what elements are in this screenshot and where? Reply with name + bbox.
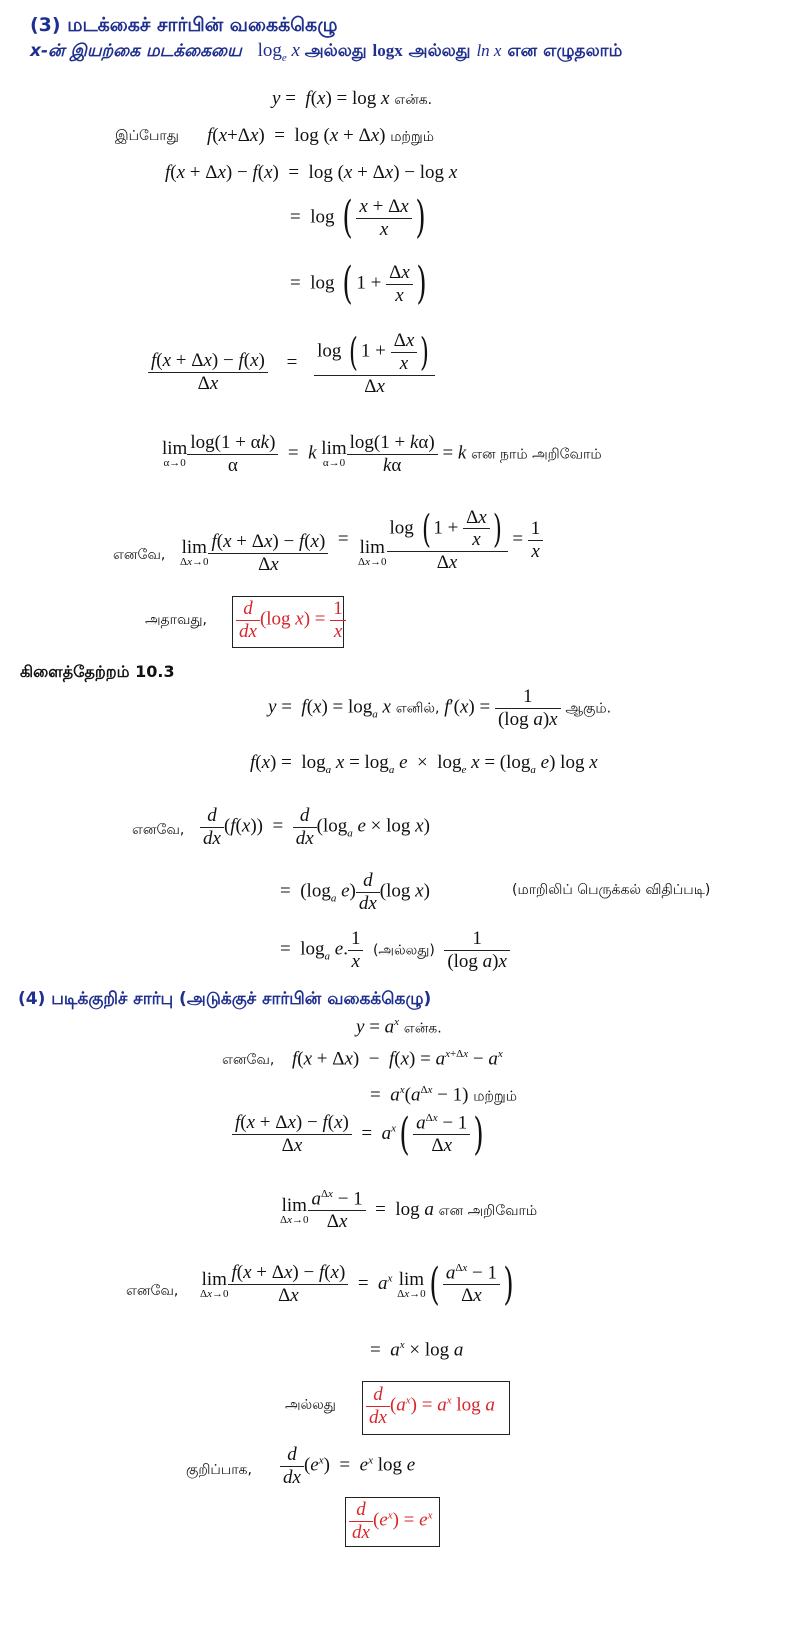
intro-prefix: x-ன் இயற்கை மடக்கையை xyxy=(30,41,242,61)
eq-f-x-plus-dx: f(x+Δx) = log (x + Δx) மற்றும் xyxy=(207,125,434,146)
word-enave-1: எனவே, xyxy=(113,547,166,563)
eq-known-limit: lim α→0 $\frac{\log(1 + \alpha k)}{\alpha}$ = k lim α→0 $\frac{\log(1 + k\alpha)}{k\alpha}$ = k என நாம் அறிவோம் xyxy=(162,432,602,476)
intro-or-1: அல்லது xyxy=(304,41,367,61)
word-ena-naam-arivom: என நாம் அறிவோம் xyxy=(471,446,602,463)
section-4-heading: (4) படிக்குறிச் சார்பு (அடுக்குச் சார்பின் வகைக்கெழு) xyxy=(18,989,432,1009)
eq-constant-rule: = ($\log_a$ e) $\frac{d}{dx}$ (log x) xyxy=(280,870,430,914)
eq-log-derivative: $\frac{d}{dx}$ (log x) = $\frac{1}{x}$ xyxy=(236,598,346,643)
eq-difference-quotient: $\frac{f(x + \Delta x) - f(x)}{\Delta x}$ = log ( 1 + $\frac{\Delta x}{x}$ ) Δx xyxy=(148,330,435,398)
word-marrum-1: மற்றும் xyxy=(390,129,434,145)
eq-exp-definition: $y = a^x$ என்க. xyxy=(356,1016,442,1038)
intro-ln: ln x xyxy=(476,41,502,60)
corollary-heading: கிளைத்தேற்றம் 10.3 xyxy=(20,662,175,681)
word-kurippaga: குறிப்பாக, xyxy=(186,1462,252,1478)
word-allathu: அல்லது xyxy=(285,1397,336,1413)
word-ennga-2: என்க. xyxy=(403,1020,442,1037)
intro-suffix: என எழுதலாம் xyxy=(507,41,623,61)
eq-exp-known-limit: lim Δx→0 $\frac{a^{\Delta x} - 1}{\Delta x}$ = log a என அறிவோம் xyxy=(280,1188,538,1233)
eq-exp-factored: = $a^x(a^{\Delta x} - 1)$ மற்றும் xyxy=(370,1084,517,1106)
intro-x: x xyxy=(291,40,300,61)
word-athavathu: அதாவது, xyxy=(145,612,207,628)
word-enil: எனில், xyxy=(395,700,440,717)
eq-exp-derivative: $\frac{d}{dx}$ $(a^x) = a^x$ log a xyxy=(366,1384,495,1429)
intro-log: log xyxy=(257,40,282,61)
word-enave-2: எனவே, xyxy=(132,822,185,838)
eq-exp-result: = $a^x \times \log a$ xyxy=(370,1339,464,1361)
eq-exp-difference: $f(x + \Delta x) - f(x) = a^{x+\Delta x} - a^x$ xyxy=(292,1048,503,1070)
eq-difference: f(x + Δx) − f(x) = log (x + Δx) − log x xyxy=(165,162,458,183)
eq-corollary-derivative: $\frac{d}{dx}$ (f(x)) = $\frac{d}{dx}$ ($\log_a$ e × log x) xyxy=(200,805,430,850)
eq-change-of-base: $f(x) = \log_a x = \log_a e \times \log_e x = (\log_a$ e) log x xyxy=(250,752,598,776)
word-marrum-2: மற்றும் xyxy=(473,1088,517,1105)
eq-log-ratio: = log ( $\frac{x + \Delta x}{x}$ ) xyxy=(290,192,426,244)
eq-e-derivative: $\frac{d}{dx}$ $(e^x) = e^x$ xyxy=(349,1499,432,1544)
word-enave-3: எனவே, xyxy=(222,1052,275,1068)
word-ippothu: இப்போது xyxy=(115,128,179,144)
word-enave-4: எனவே, xyxy=(126,1283,179,1299)
intro-log-base: e xyxy=(281,51,287,64)
eq-exp-limit: lim Δx→0 $\frac{f(x + \Delta x) - f(x)}{\Delta x}$ = $a^x$ lim Δx→0 ( $\frac{a^{\Delta x} - 1}{\Delta x}$ ) xyxy=(200,1258,514,1310)
word-allathu-paren: (அல்லது) xyxy=(372,942,435,959)
eq-exp-quotient: $\frac{f(x + \Delta x) - f(x)}{\Delta x}$ = $a^x$( $\frac{a^{\Delta x} - 1}{\Delta x}$ ) xyxy=(232,1112,487,1157)
note-constant-multiple-rule: (மாறிலிப் பெருக்கல் விதிப்படி) xyxy=(512,882,711,898)
word-ennga-1: என்க. xyxy=(394,92,433,108)
eq-log-one-plus: = log ( 1 + $\frac{\Delta x}{x}$ ) xyxy=(290,258,427,310)
eq-limit-derivation: lim Δx→0 $\frac{f(x + \Delta x) - f(x)}{\Delta x}$ = lim Δx→0 log ( 1 + $\frac{\Delta x}{x}$ ) Δx = $\frac{1}{x}$ xyxy=(180,505,543,576)
eq-e-special-case: $\frac{d}{dx}$ $(e^x) = e^x$ log e xyxy=(280,1444,415,1489)
intro-line xyxy=(30,40,622,64)
word-ena-arivom: என அறிவோம் xyxy=(438,1202,538,1219)
word-agum: ஆகும். xyxy=(565,700,612,717)
intro-logx: logx xyxy=(372,41,403,60)
eq-definition: y = f(x) = log x என்க. xyxy=(272,88,433,109)
section-3-heading: (3) மடக்கைச் சார்பின் வகைக்கெழு xyxy=(30,14,338,36)
eq-corollary-result: = $\log_a e$. $\frac{1}{x}$ (அல்லது) $\frac{1}{\text{(log a)x}}$ xyxy=(280,928,510,973)
intro-or-2: அல்லது xyxy=(408,41,471,61)
eq-corollary-statement: $y = f(x) = \log_a x$ எனில், f′(x) = $\frac{1}{\text{(log a)x}}$ ஆகும். xyxy=(268,686,612,730)
